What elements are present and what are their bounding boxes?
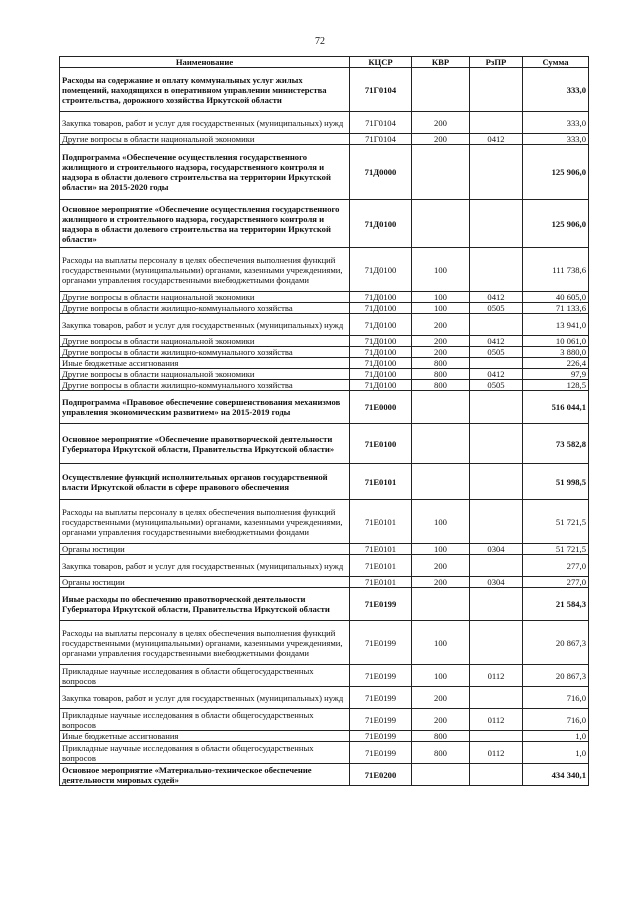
cell-sum: 125 906,0 — [523, 145, 589, 200]
cell-sum: 1,0 — [523, 742, 589, 764]
table-row — [60, 577, 589, 588]
cell-sum: 128,5 — [523, 380, 589, 391]
cell-sum: 1,0 — [523, 731, 589, 742]
cell-sum: 333,0 — [523, 68, 589, 112]
cell-kvr — [412, 588, 470, 621]
cell-rzpr — [470, 314, 523, 336]
cell-kvr: 200 — [412, 347, 470, 358]
table-row — [60, 248, 589, 292]
cell-sum: 20 867,3 — [523, 665, 589, 687]
cell-name: Органы юстиции — [60, 544, 350, 555]
header-kvr: КВР — [412, 57, 470, 68]
cell-rzpr: 0304 — [470, 544, 523, 555]
table-row — [60, 369, 589, 380]
cell-rzpr — [470, 464, 523, 500]
header-rzpr: РзПР — [470, 57, 523, 68]
cell-sum: 434 340,1 — [523, 764, 589, 786]
table-row — [60, 292, 589, 303]
cell-kvr: 100 — [412, 665, 470, 687]
cell-rzpr: 0412 — [470, 134, 523, 145]
table-row — [60, 665, 589, 687]
table-row — [60, 621, 589, 665]
table-row — [60, 424, 589, 464]
page-number: 72 — [315, 36, 325, 47]
cell-kvr: 100 — [412, 621, 470, 665]
cell-rzpr: 0412 — [470, 292, 523, 303]
cell-kvr: 200 — [412, 134, 470, 145]
cell-sum: 10 061,0 — [523, 336, 589, 347]
cell-rzpr — [470, 68, 523, 112]
table-row — [60, 336, 589, 347]
cell-kvr: 200 — [412, 577, 470, 588]
cell-sum: 333,0 — [523, 134, 589, 145]
cell-kvr: 800 — [412, 742, 470, 764]
cell-name: Расходы на выплаты персоналу в целях обеспечения выполнения функций государственными (муниципальными) органами, казенными учреждениями, органами управления государственными внебюджетными фондами — [60, 248, 350, 292]
cell-code: 71Е0199 — [350, 687, 412, 709]
cell-sum: 51 998,5 — [523, 464, 589, 500]
cell-kvr: 200 — [412, 687, 470, 709]
cell-kvr: 200 — [412, 336, 470, 347]
cell-name: Иные бюджетные ассигнования — [60, 731, 350, 742]
cell-name: Органы юстиции — [60, 577, 350, 588]
cell-code: 71Д0100 — [350, 200, 412, 248]
cell-name: Другие вопросы в области национальной экономики — [60, 292, 350, 303]
cell-kvr: 200 — [412, 709, 470, 731]
table-row — [60, 314, 589, 336]
cell-name: Подпрограмма «Обеспечение осуществления государственного жилищного и строительного надзора, государственного контроля и надзора в области долевого строительства на территории Иркутской области» на 2015-2020 годы — [60, 145, 350, 200]
cell-name: Подпрограмма «Правовое обеспечение совершенствования механизмов управления экономическим развитием» на 2015-2019 годы — [60, 391, 350, 424]
cell-rzpr — [470, 424, 523, 464]
cell-kvr — [412, 764, 470, 786]
cell-code: 71Е0101 — [350, 464, 412, 500]
cell-kvr: 800 — [412, 380, 470, 391]
cell-code: 71Д0100 — [350, 347, 412, 358]
cell-code: 71Е0100 — [350, 424, 412, 464]
cell-code: 71Е0000 — [350, 391, 412, 424]
cell-code: 71Д0100 — [350, 314, 412, 336]
cell-rzpr — [470, 555, 523, 577]
cell-code: 71Е0101 — [350, 555, 412, 577]
cell-kvr: 100 — [412, 292, 470, 303]
cell-rzpr — [470, 500, 523, 544]
table-row — [60, 709, 589, 731]
cell-sum: 73 582,8 — [523, 424, 589, 464]
cell-code: 71Е0101 — [350, 577, 412, 588]
cell-code: 71Д0100 — [350, 369, 412, 380]
cell-kvr: 800 — [412, 731, 470, 742]
cell-code: 71Д0100 — [350, 380, 412, 391]
table-row — [60, 731, 589, 742]
cell-name: Расходы на содержание и оплату коммунальных услуг жилых помещений, находящихся в оперативном управлении министерства строительства, дорожного хозяйства Иркутской области — [60, 68, 350, 112]
cell-name: Основное мероприятие «Обеспечение правотворческой деятельности Губернатора Иркутской области, Правительства Иркутской области» — [60, 424, 350, 464]
cell-rzpr — [470, 145, 523, 200]
cell-name: Расходы на выплаты персоналу в целях обеспечения выполнения функций государственными (муниципальными) органами, казенными учреждениями, органами управления государственными внебюджетными фондами — [60, 500, 350, 544]
cell-sum: 333,0 — [523, 112, 589, 134]
cell-sum: 226,4 — [523, 358, 589, 369]
cell-code: 71Е0199 — [350, 742, 412, 764]
table-header-row — [60, 57, 589, 68]
cell-code: 71Д0100 — [350, 303, 412, 314]
cell-code: 71Е0199 — [350, 731, 412, 742]
cell-sum: 71 133,6 — [523, 303, 589, 314]
cell-name: Закупка товаров, работ и услуг для государственных (муниципальных) нужд — [60, 314, 350, 336]
cell-name: Расходы на выплаты персоналу в целях обеспечения выполнения функций государственными (муниципальными) органами, казенными учреждениями, органами управления государственными внебюджетными фондами — [60, 621, 350, 665]
cell-rzpr — [470, 391, 523, 424]
table-row — [60, 303, 589, 314]
table-row — [60, 500, 589, 544]
table-row — [60, 380, 589, 391]
cell-code: 71Г0104 — [350, 134, 412, 145]
cell-sum: 3 880,0 — [523, 347, 589, 358]
table-row — [60, 464, 589, 500]
cell-name: Иные бюджетные ассигнования — [60, 358, 350, 369]
cell-code: 71Е0101 — [350, 500, 412, 544]
cell-code: 71Е0199 — [350, 621, 412, 665]
table-row — [60, 687, 589, 709]
table-body — [60, 68, 589, 786]
cell-rzpr — [470, 358, 523, 369]
cell-rzpr: 0505 — [470, 380, 523, 391]
cell-kvr: 200 — [412, 314, 470, 336]
cell-kvr: 100 — [412, 248, 470, 292]
table-row — [60, 347, 589, 358]
cell-sum: 277,0 — [523, 577, 589, 588]
cell-rzpr: 0112 — [470, 742, 523, 764]
cell-code: 71Д0000 — [350, 145, 412, 200]
cell-code: 71Е0101 — [350, 544, 412, 555]
cell-name: Осуществление функций исполнительных органов государственной власти Иркутской области в сфере правового обеспечения — [60, 464, 350, 500]
cell-code: 71Е0200 — [350, 764, 412, 786]
cell-kvr — [412, 391, 470, 424]
cell-name: Закупка товаров, работ и услуг для государственных (муниципальных) нужд — [60, 555, 350, 577]
cell-sum: 51 721,5 — [523, 500, 589, 544]
cell-name: Другие вопросы в области жилищно-коммунального хозяйства — [60, 303, 350, 314]
cell-code: 71Д0100 — [350, 336, 412, 347]
table-row — [60, 588, 589, 621]
cell-code: 71Д0100 — [350, 248, 412, 292]
cell-sum: 51 721,5 — [523, 544, 589, 555]
cell-sum: 716,0 — [523, 709, 589, 731]
cell-name: Основное мероприятие «Материально-техническое обеспечение деятельности мировых судей» — [60, 764, 350, 786]
cell-name: Другие вопросы в области жилищно-коммунального хозяйства — [60, 380, 350, 391]
cell-rzpr: 0412 — [470, 336, 523, 347]
cell-sum: 516 044,1 — [523, 391, 589, 424]
cell-code: 71Г0104 — [350, 112, 412, 134]
cell-kvr — [412, 424, 470, 464]
cell-sum: 13 941,0 — [523, 314, 589, 336]
cell-code: 71Е0199 — [350, 709, 412, 731]
cell-kvr: 200 — [412, 112, 470, 134]
cell-sum: 125 906,0 — [523, 200, 589, 248]
cell-code: 71Е0199 — [350, 588, 412, 621]
cell-rzpr — [470, 248, 523, 292]
cell-code: 71Д0100 — [350, 292, 412, 303]
cell-sum: 21 584,3 — [523, 588, 589, 621]
cell-name: Прикладные научные исследования в области общегосударственных вопросов — [60, 709, 350, 731]
cell-name: Другие вопросы в области жилищно-коммунального хозяйства — [60, 347, 350, 358]
table-row — [60, 764, 589, 786]
table-row — [60, 742, 589, 764]
table-row — [60, 134, 589, 145]
cell-rzpr — [470, 764, 523, 786]
cell-rzpr: 0505 — [470, 347, 523, 358]
cell-sum: 40 605,0 — [523, 292, 589, 303]
table-row — [60, 391, 589, 424]
cell-kvr: 100 — [412, 303, 470, 314]
table-row — [60, 358, 589, 369]
cell-kvr: 800 — [412, 369, 470, 380]
cell-rzpr: 0112 — [470, 709, 523, 731]
cell-name: Закупка товаров, работ и услуг для государственных (муниципальных) нужд — [60, 687, 350, 709]
cell-kvr: 800 — [412, 358, 470, 369]
cell-sum: 111 738,6 — [523, 248, 589, 292]
cell-code: 71Е0199 — [350, 665, 412, 687]
header-sum: Сумма — [523, 57, 589, 68]
cell-rzpr — [470, 731, 523, 742]
table-row — [60, 544, 589, 555]
budget-table — [59, 56, 589, 786]
cell-code: 71Г0104 — [350, 68, 412, 112]
cell-rzpr — [470, 588, 523, 621]
cell-sum: 20 867,3 — [523, 621, 589, 665]
cell-kvr — [412, 68, 470, 112]
cell-kvr: 100 — [412, 544, 470, 555]
cell-name: Другие вопросы в области национальной экономики — [60, 369, 350, 380]
cell-name: Прикладные научные исследования в области общегосударственных вопросов — [60, 665, 350, 687]
cell-rzpr — [470, 621, 523, 665]
cell-name: Иные расходы по обеспечению правотворческой деятельности Губернатора Иркутской области, Правительства Иркутской области — [60, 588, 350, 621]
cell-rzpr — [470, 687, 523, 709]
table-row — [60, 112, 589, 134]
cell-sum: 716,0 — [523, 687, 589, 709]
cell-kvr — [412, 145, 470, 200]
cell-kvr — [412, 464, 470, 500]
cell-name: Другие вопросы в области национальной экономики — [60, 336, 350, 347]
cell-rzpr: 0304 — [470, 577, 523, 588]
cell-sum: 97,9 — [523, 369, 589, 380]
table-row — [60, 68, 589, 112]
cell-name: Закупка товаров, работ и услуг для государственных (муниципальных) нужд — [60, 112, 350, 134]
cell-code: 71Д0100 — [350, 358, 412, 369]
cell-rzpr: 0112 — [470, 665, 523, 687]
header-name: Наименование — [60, 57, 350, 68]
table-row — [60, 555, 589, 577]
cell-sum: 277,0 — [523, 555, 589, 577]
table-row — [60, 200, 589, 248]
cell-rzpr — [470, 112, 523, 134]
cell-name: Основное мероприятие «Обеспечение осуществления государственного жилищного и строительного надзора, государственного контроля и надзора в области долевого строительства на территории Иркутской области» — [60, 200, 350, 248]
cell-rzpr: 0505 — [470, 303, 523, 314]
header-code: КЦСР — [350, 57, 412, 68]
cell-kvr — [412, 200, 470, 248]
cell-rzpr: 0412 — [470, 369, 523, 380]
cell-name: Другие вопросы в области национальной экономики — [60, 134, 350, 145]
table-row — [60, 145, 589, 200]
cell-name: Прикладные научные исследования в области общегосударственных вопросов — [60, 742, 350, 764]
cell-kvr: 100 — [412, 500, 470, 544]
cell-kvr: 200 — [412, 555, 470, 577]
cell-rzpr — [470, 200, 523, 248]
